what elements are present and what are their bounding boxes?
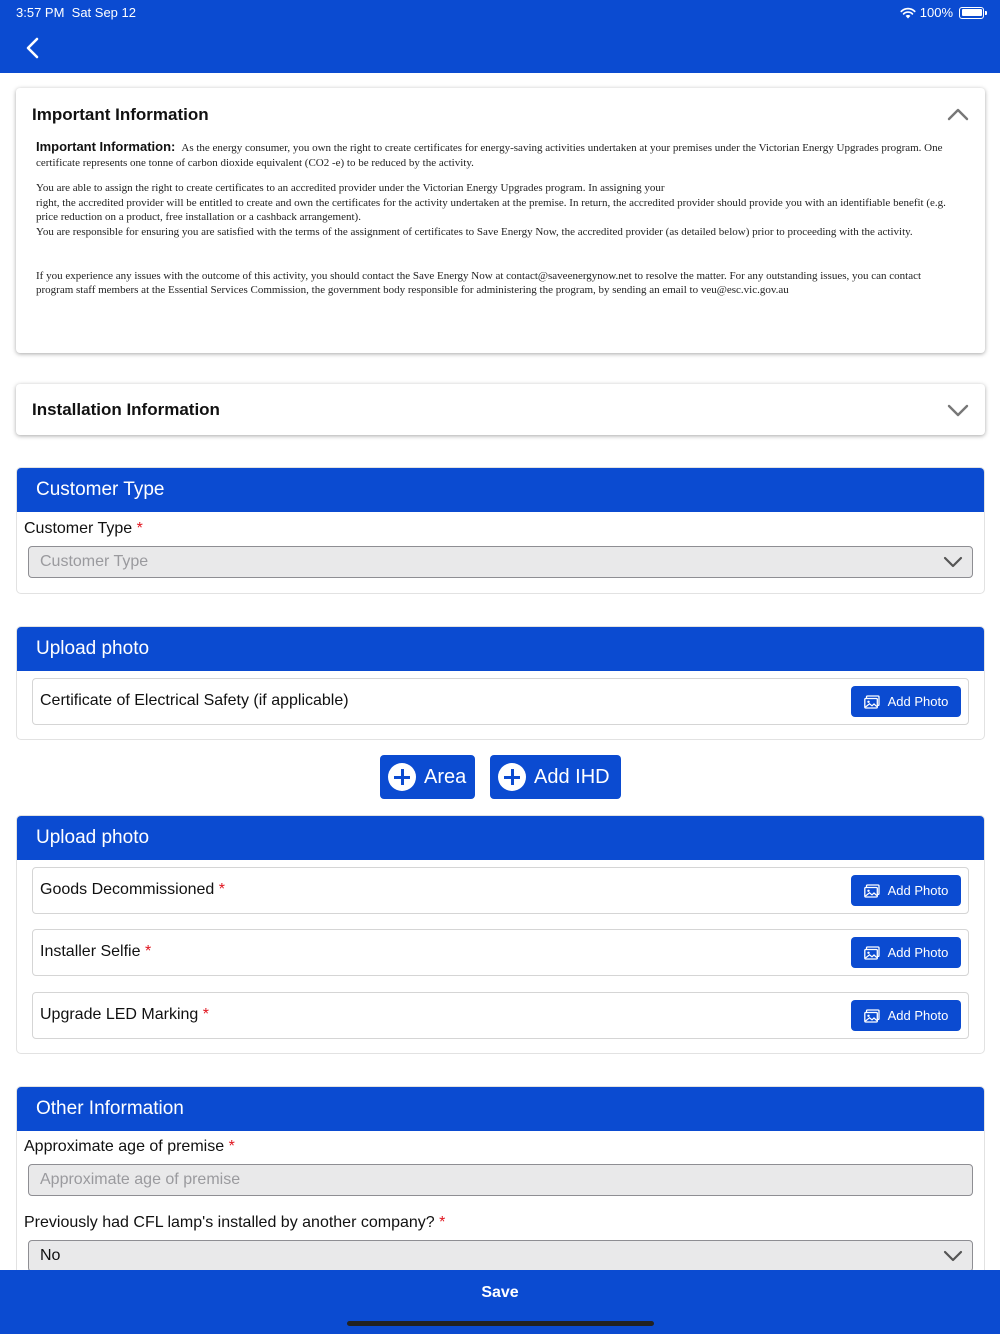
status-date: Sat Sep 12 — [71, 5, 136, 20]
battery-percent: 100% — [919, 5, 953, 20]
required-asterisk: * — [228, 1138, 235, 1155]
chevron-down-icon — [943, 552, 963, 572]
plus-circle-icon — [388, 763, 416, 791]
installation-info-title[interactable]: Installation Information — [32, 400, 220, 419]
add-ihd-label: Add IHD — [534, 765, 610, 788]
upload-photo-section-2 — [16, 815, 985, 1054]
required-asterisk: * — [144, 943, 152, 960]
cfl-question-text: Previously had CFL lamp's installed by another company? — [24, 1214, 435, 1231]
chevron-down-icon — [943, 1246, 963, 1266]
add-photo-button[interactable] — [851, 1000, 961, 1031]
info-paragraph-3: If you experience any issues with the outcome of this activity, you should contact the Save Energy Now at contact@saveenergynow.net to resolve the matter. For any outstanding issues, you can contact program staff members at the Essential Services Commission, the government body responsible for administering the program, by sending an email to veu@esc.vic.gov.au — [36, 269, 922, 297]
customer-type-header: Customer Type — [17, 468, 984, 512]
add-photo-label: Add Photo — [887, 694, 949, 709]
customer-type-section — [16, 467, 985, 594]
status-clock: 3:57 PM — [16, 5, 65, 20]
battery-icon — [959, 7, 984, 19]
home-indicator[interactable] — [347, 1321, 654, 1326]
cfl-select[interactable] — [28, 1240, 973, 1272]
customer-type-placeholder: Customer Type — [40, 553, 149, 570]
add-photo-button[interactable] — [851, 875, 961, 906]
plus-circle-icon — [498, 763, 526, 791]
installation-info-accordion[interactable] — [16, 384, 985, 435]
status-time — [16, 5, 136, 20]
photo-row-label-text: Upgrade LED Marking — [40, 1006, 199, 1023]
info-p2a-text: You are able to assign the right to create certificates to an accredited provider under the Victorian Energy Upgrades program. In assigning your — [36, 182, 665, 195]
chevron-up-icon[interactable] — [947, 104, 969, 126]
important-info-title[interactable]: Important Information — [32, 105, 209, 124]
cfl-question-label — [24, 1214, 445, 1232]
info-p1-text: As the energy consumer, you own the right to create certificates for energy-saving activities undertaken at your premises under the Victorian Energy Upgrades program. One certificate represents one tonne of carbon dioxide equivalent (CO2 -e) to be reduced by the activity. — [36, 142, 943, 169]
status-indicators — [900, 5, 984, 20]
important-info-accordion — [16, 88, 985, 353]
premise-age-placeholder: Approximate age of premise — [40, 1171, 241, 1188]
info-p2b-text: right, the accredited provider will be entitled to create and own the certificates for the activity undertaken at the premise. In return, the accredited provider should provide you with an identifiable benefit (e.g. price reduction on a product, free installation or a cashback arrangement). — [36, 196, 946, 224]
chevron-down-icon[interactable] — [947, 399, 969, 421]
other-info-header: Other Information — [17, 1087, 984, 1131]
photo-row-installer-selfie — [32, 929, 969, 976]
photo-icon — [864, 884, 880, 898]
info-lead: Important Information: — [36, 139, 176, 154]
photo-row-label — [40, 943, 151, 961]
back-chevron-icon[interactable] — [20, 34, 48, 62]
wifi-icon — [900, 7, 916, 19]
required-asterisk: * — [439, 1214, 446, 1231]
photo-row-goods-decommissioned — [32, 867, 969, 914]
add-photo-button[interactable] — [851, 937, 961, 968]
required-asterisk: * — [202, 1006, 209, 1023]
upload-photo-header: Upload photo — [17, 627, 984, 671]
photo-row-label-text: Goods Decommissioned — [40, 881, 215, 898]
add-photo-label: Add Photo — [887, 945, 949, 960]
photo-row-label-text: Certificate of Electrical Safety (if applicable) — [40, 692, 349, 709]
photo-icon — [864, 1009, 880, 1023]
cfl-selected-value: No — [40, 1247, 61, 1264]
add-photo-label: Add Photo — [887, 883, 949, 898]
photo-row-upgrade-led-marking — [32, 992, 969, 1039]
important-info-body — [36, 140, 948, 309]
info-paragraph-2 — [36, 181, 948, 239]
upload-photo-section-1 — [16, 626, 985, 740]
customer-type-label — [24, 520, 143, 538]
photo-row-label — [40, 692, 349, 710]
premise-age-label — [24, 1138, 235, 1156]
other-info-section — [16, 1086, 985, 1276]
photo-row-electrical-safety — [32, 678, 969, 725]
customer-type-label-text: Customer Type — [24, 520, 133, 537]
upload-photo-header: Upload photo — [17, 816, 984, 860]
app-header — [0, 0, 1000, 73]
add-photo-label: Add Photo — [887, 1008, 949, 1023]
info-p2c-text: You are responsible for ensuring you are satisfied with the terms of the assignment of certificates to Save Energy Now, the accredited provider (as detailed below) prior to proceeding with the activity. — [36, 225, 913, 238]
add-area-button[interactable] — [380, 755, 475, 799]
customer-type-select[interactable] — [28, 546, 973, 578]
photo-row-label — [40, 881, 225, 899]
required-asterisk: * — [218, 881, 225, 898]
photo-icon — [864, 946, 880, 960]
premise-age-input[interactable] — [28, 1164, 973, 1196]
photo-row-label — [40, 1006, 209, 1024]
add-ihd-button[interactable] — [490, 755, 621, 799]
save-button[interactable]: Save — [0, 1270, 1000, 1334]
info-paragraph-1 — [36, 140, 948, 170]
add-area-label: Area — [424, 765, 467, 788]
photo-row-label-text: Installer Selfie — [40, 943, 141, 960]
photo-icon — [864, 695, 880, 709]
add-photo-button[interactable] — [851, 686, 961, 717]
required-asterisk: * — [136, 520, 143, 537]
premise-age-label-text: Approximate age of premise — [24, 1138, 225, 1155]
